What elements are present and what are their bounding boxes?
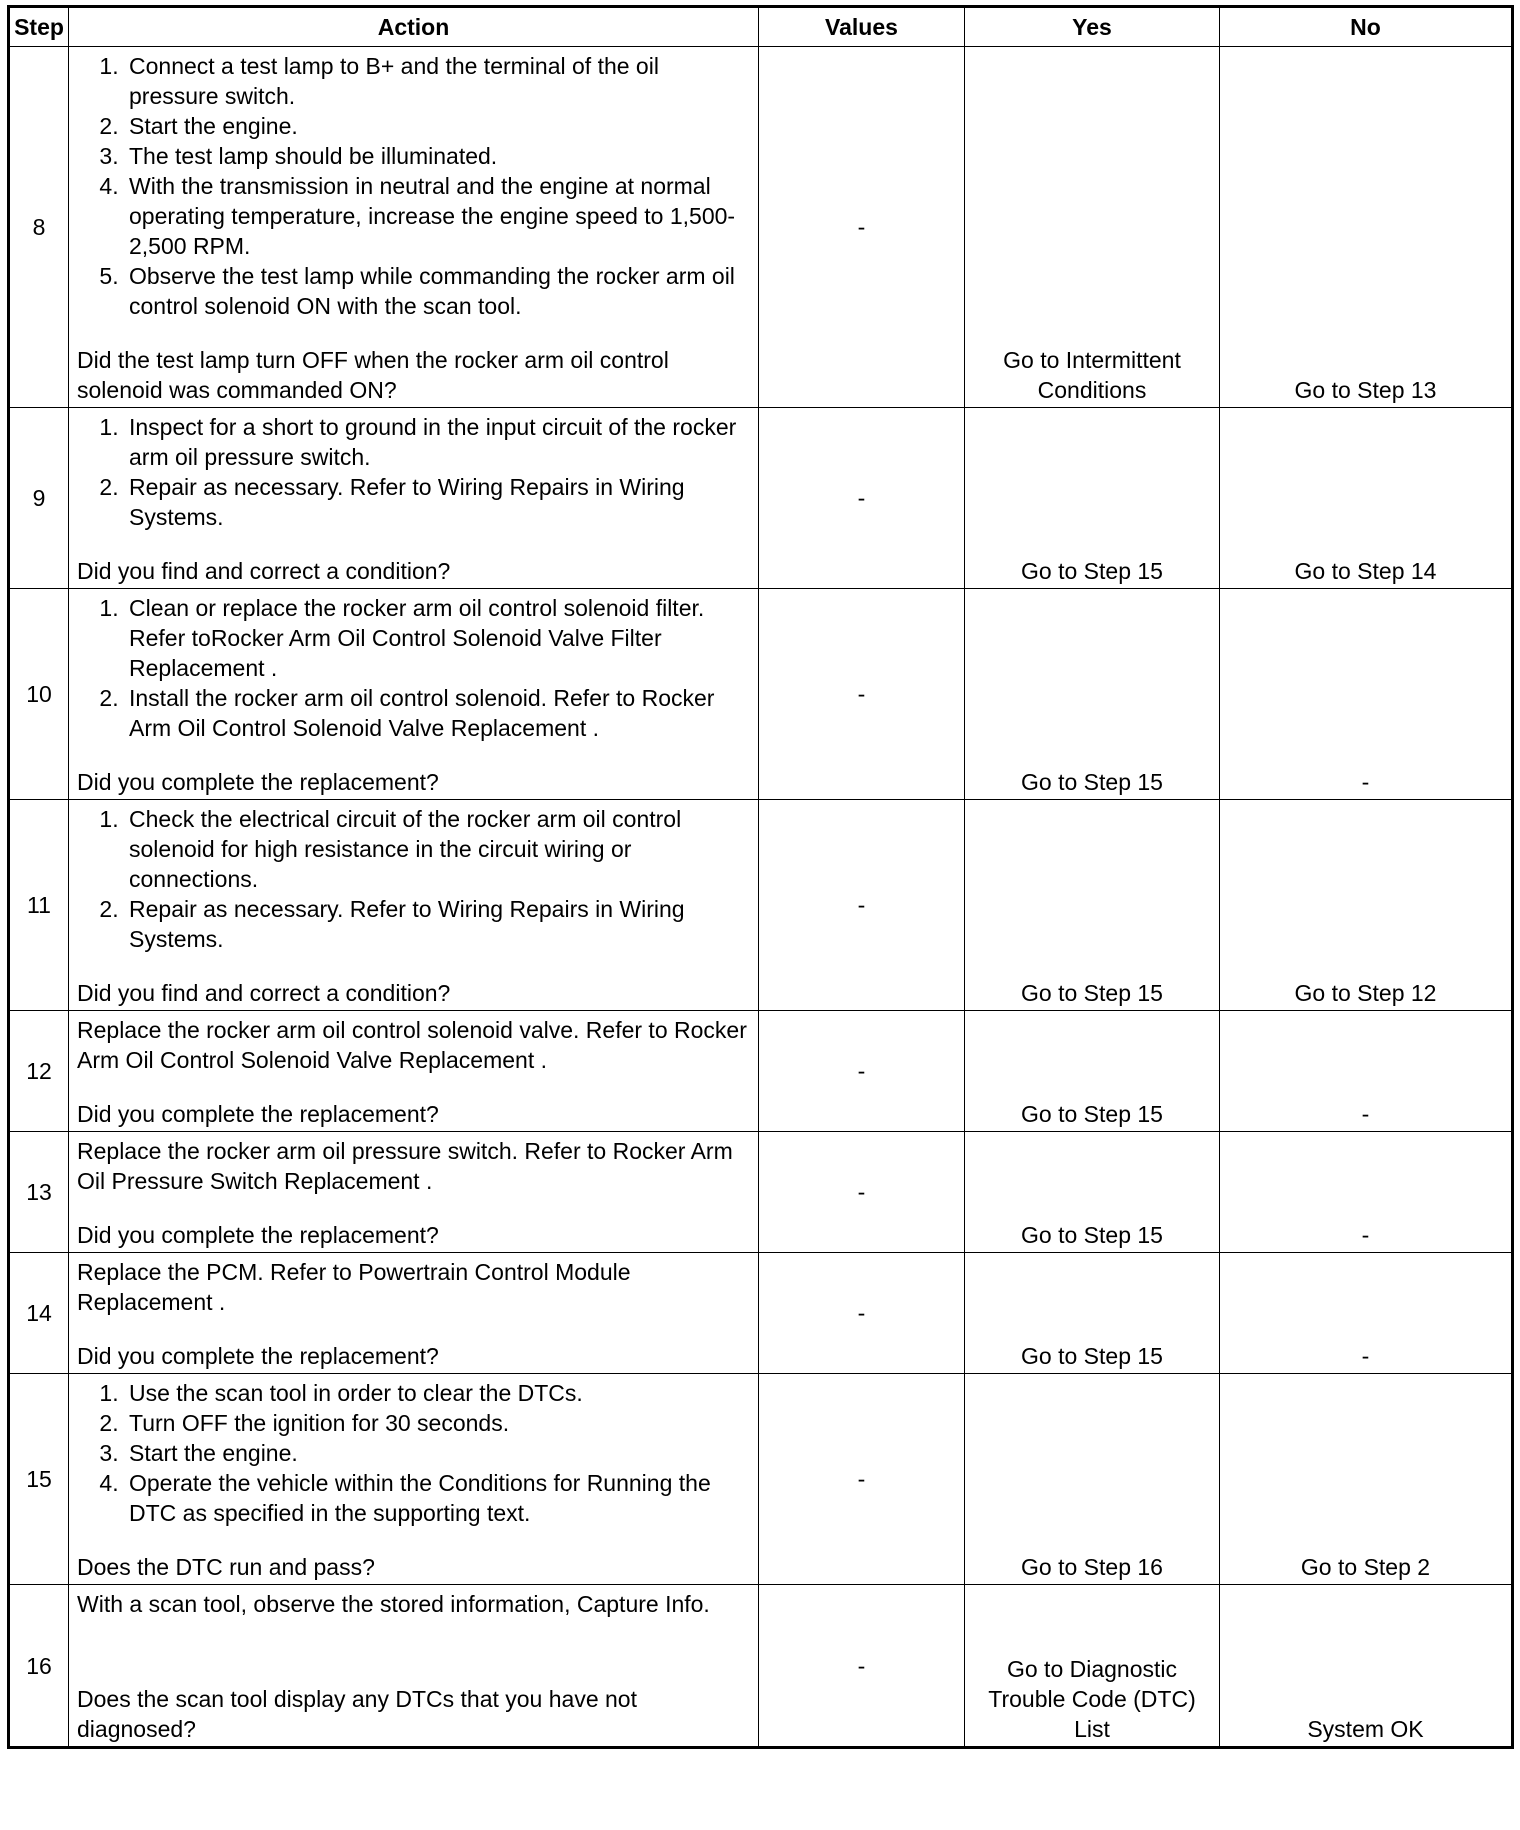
action-question: Did you complete the replacement? xyxy=(77,1343,439,1369)
yes-result: Go to Intermittent Conditions xyxy=(965,47,1220,408)
header-action: Action xyxy=(69,7,759,47)
action-cell xyxy=(69,1253,759,1374)
values-cell: - xyxy=(759,408,965,589)
substep-item: 5. Observe the test lamp while commanding the rocker arm oil control solenoid ON with the scan tool. xyxy=(125,261,750,321)
table-row xyxy=(9,1253,1513,1374)
substep-item: 4. Operate the vehicle within the Conditions for Running the DTC as specified in the supporting text. xyxy=(125,1468,750,1528)
no-result: - xyxy=(1220,1132,1513,1253)
table-row xyxy=(9,1374,1513,1585)
table-row xyxy=(9,408,1513,589)
values-cell: - xyxy=(759,1011,965,1132)
step-number: 9 xyxy=(9,408,69,589)
substep-item: 2. Turn OFF the ignition for 30 seconds. xyxy=(125,1408,750,1438)
diagnostic-table-sheet xyxy=(7,5,1511,1749)
table-row xyxy=(9,589,1513,800)
substep-item: 1. Connect a test lamp to B+ and the terminal of the oil pressure switch. xyxy=(125,51,750,111)
values-cell: - xyxy=(759,589,965,800)
action-question: Did you find and correct a condition? xyxy=(77,980,451,1006)
yes-result: Go to Step 15 xyxy=(965,408,1220,589)
action-cell xyxy=(69,408,759,589)
table-header-row xyxy=(9,7,1513,47)
substep-item: 2. Install the rocker arm oil control solenoid. Refer to Rocker Arm Oil Control Solenoid Valve Replacement . xyxy=(125,683,750,743)
substep-item: 1. Use the scan tool in order to clear the DTCs. xyxy=(125,1378,750,1408)
action-text: Replace the PCM. Refer to Powertrain Control Module Replacement . xyxy=(77,1259,631,1315)
substep-list xyxy=(77,51,750,321)
step-number: 8 xyxy=(9,47,69,408)
yes-result: Go to Step 15 xyxy=(965,1132,1220,1253)
action-cell xyxy=(69,1132,759,1253)
step-number: 14 xyxy=(9,1253,69,1374)
table-row xyxy=(9,1585,1513,1748)
no-result: - xyxy=(1220,1253,1513,1374)
values-cell: - xyxy=(759,1132,965,1253)
action-text: Replace the rocker arm oil pressure switch. Refer to Rocker Arm Oil Pressure Switch Replacement . xyxy=(77,1138,733,1194)
table-row xyxy=(9,1011,1513,1132)
header-no: No xyxy=(1220,7,1513,47)
substep-item: 2. Repair as necessary. Refer to Wiring Repairs in Wiring Systems. xyxy=(125,472,750,532)
action-cell xyxy=(69,589,759,800)
action-cell xyxy=(69,800,759,1011)
values-cell: - xyxy=(759,800,965,1011)
substep-item: 1. Check the electrical circuit of the rocker arm oil control solenoid for high resistance in the circuit wiring or connections. xyxy=(125,804,750,894)
substep-list xyxy=(77,804,750,954)
yes-result: Go to Diagnostic Trouble Code (DTC) List xyxy=(965,1585,1220,1748)
step-number: 16 xyxy=(9,1585,69,1748)
step-number: 11 xyxy=(9,800,69,1011)
diagnostic-table xyxy=(7,5,1514,1749)
values-cell: - xyxy=(759,1253,965,1374)
substep-list xyxy=(77,1378,750,1528)
header-values: Values xyxy=(759,7,965,47)
yes-result: Go to Step 16 xyxy=(965,1374,1220,1585)
step-number: 12 xyxy=(9,1011,69,1132)
step-number: 13 xyxy=(9,1132,69,1253)
action-text: With a scan tool, observe the stored information, Capture Info. xyxy=(77,1591,710,1617)
action-question: Does the scan tool display any DTCs that you have not diagnosed? xyxy=(77,1686,637,1742)
table-row xyxy=(9,800,1513,1011)
action-question: Did you complete the replacement? xyxy=(77,1101,439,1127)
header-yes: Yes xyxy=(965,7,1220,47)
substep-item: 2. Start the engine. xyxy=(125,111,750,141)
header-step: Step xyxy=(9,7,69,47)
yes-result: Go to Step 15 xyxy=(965,1011,1220,1132)
yes-result: Go to Step 15 xyxy=(965,589,1220,800)
substep-item: 3. Start the engine. xyxy=(125,1438,750,1468)
substep-item: 1. Inspect for a short to ground in the input circuit of the rocker arm oil pressure switch. xyxy=(125,412,750,472)
values-cell: - xyxy=(759,1374,965,1585)
action-question: Did you find and correct a condition? xyxy=(77,558,451,584)
action-cell xyxy=(69,47,759,408)
action-text: Replace the rocker arm oil control solenoid valve. Refer to Rocker Arm Oil Control Solenoid Valve Replacement . xyxy=(77,1017,747,1073)
yes-result: Go to Step 15 xyxy=(965,1253,1220,1374)
substep-item: 1. Clean or replace the rocker arm oil control solenoid filter. Refer toRocker Arm Oil Control Solenoid Valve Filter Replacement . xyxy=(125,593,750,683)
step-number: 10 xyxy=(9,589,69,800)
substep-list xyxy=(77,593,750,743)
no-result: Go to Step 12 xyxy=(1220,800,1513,1011)
substep-item: 2. Repair as necessary. Refer to Wiring Repairs in Wiring Systems. xyxy=(125,894,750,954)
no-result: - xyxy=(1220,1011,1513,1132)
action-cell xyxy=(69,1374,759,1585)
yes-result: Go to Step 15 xyxy=(965,800,1220,1011)
substep-list xyxy=(77,412,750,532)
table-row xyxy=(9,1132,1513,1253)
step-number: 15 xyxy=(9,1374,69,1585)
no-result: Go to Step 13 xyxy=(1220,47,1513,408)
action-question: Does the DTC run and pass? xyxy=(77,1554,375,1580)
no-result: System OK xyxy=(1220,1585,1513,1748)
substep-item: 4. With the transmission in neutral and the engine at normal operating temperature, increase the engine speed to 1,500-2,500 RPM. xyxy=(125,171,750,261)
action-question: Did you complete the replacement? xyxy=(77,1222,439,1248)
no-result: - xyxy=(1220,589,1513,800)
table-row xyxy=(9,47,1513,408)
action-question: Did you complete the replacement? xyxy=(77,769,439,795)
substep-item: 3. The test lamp should be illuminated. xyxy=(125,141,750,171)
values-cell: - xyxy=(759,47,965,408)
action-cell xyxy=(69,1011,759,1132)
action-question: Did the test lamp turn OFF when the rocker arm oil control solenoid was commanded ON? xyxy=(77,347,669,403)
values-cell: - xyxy=(759,1585,965,1748)
no-result: Go to Step 14 xyxy=(1220,408,1513,589)
no-result: Go to Step 2 xyxy=(1220,1374,1513,1585)
table-body xyxy=(9,47,1513,1748)
action-cell xyxy=(69,1585,759,1748)
